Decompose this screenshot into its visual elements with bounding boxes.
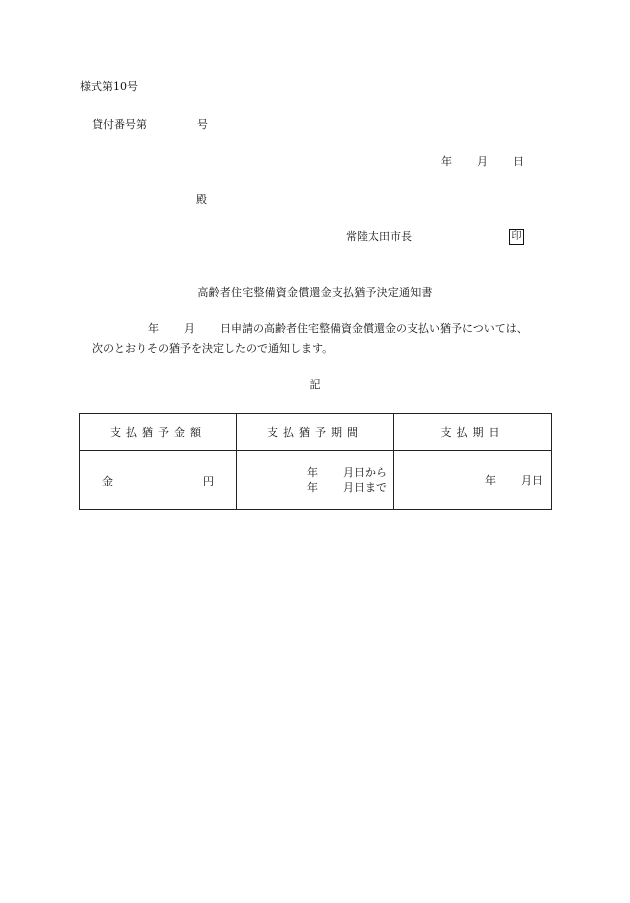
period-from-year: 年 <box>307 466 318 479</box>
issue-date <box>441 155 524 169</box>
payment-date-cell <box>394 451 552 510</box>
period-to-month: 月 <box>343 481 354 494</box>
ki-heading: 記 <box>309 378 321 391</box>
issue-date-day: 日 <box>513 155 524 168</box>
header-deferral-amount: 支払猶予金額 <box>80 414 237 451</box>
period-from-month: 月 <box>343 466 354 479</box>
header-deferral-period: 支払猶予期間 <box>237 414 394 451</box>
issue-date-month: 月 <box>477 155 488 168</box>
period-cell <box>237 451 394 510</box>
seal-mark: 印 <box>509 229 524 245</box>
form-number: 様式第10号 <box>80 80 138 93</box>
amount-unit: 円 <box>203 475 214 488</box>
body-text-line-2: 次のとおりその猶予を決定したので通知します。 <box>92 342 334 355</box>
body-year: 年 <box>148 322 159 335</box>
issue-date-year: 年 <box>441 155 452 168</box>
issuer-name: 常陸太田市長 <box>346 230 412 243</box>
loan-number-line <box>92 118 208 132</box>
body-line1-rest: 日申請の高齢者住宅整備資金償還金の支払い猶予については、 <box>220 322 528 335</box>
period-to <box>237 480 387 495</box>
loan-number-prefix: 貸付番号第 <box>92 118 147 131</box>
deferral-table <box>79 413 552 510</box>
addressee-honorific: 殿 <box>196 193 207 206</box>
period-from <box>237 465 387 480</box>
body-text-line-1 <box>148 322 528 336</box>
period-to-year: 年 <box>307 481 318 494</box>
header-payment-date: 支払期日 <box>394 414 552 451</box>
amount-cell <box>80 451 237 510</box>
paydate-year: 年 <box>485 474 496 487</box>
document-title: 高齢者住宅整備資金償還金支払猶予決定通知書 <box>197 286 433 299</box>
body-month: 月 <box>184 322 195 335</box>
period-from-day: 日から <box>354 466 387 479</box>
paydate-month: 月 <box>521 474 532 487</box>
table-row <box>80 451 552 510</box>
table-header-row <box>80 414 552 451</box>
amount-prefix: 金 <box>102 475 113 488</box>
paydate-day: 日 <box>532 474 543 487</box>
loan-number-suffix: 号 <box>197 118 208 131</box>
period-to-day: 日まで <box>354 481 387 494</box>
